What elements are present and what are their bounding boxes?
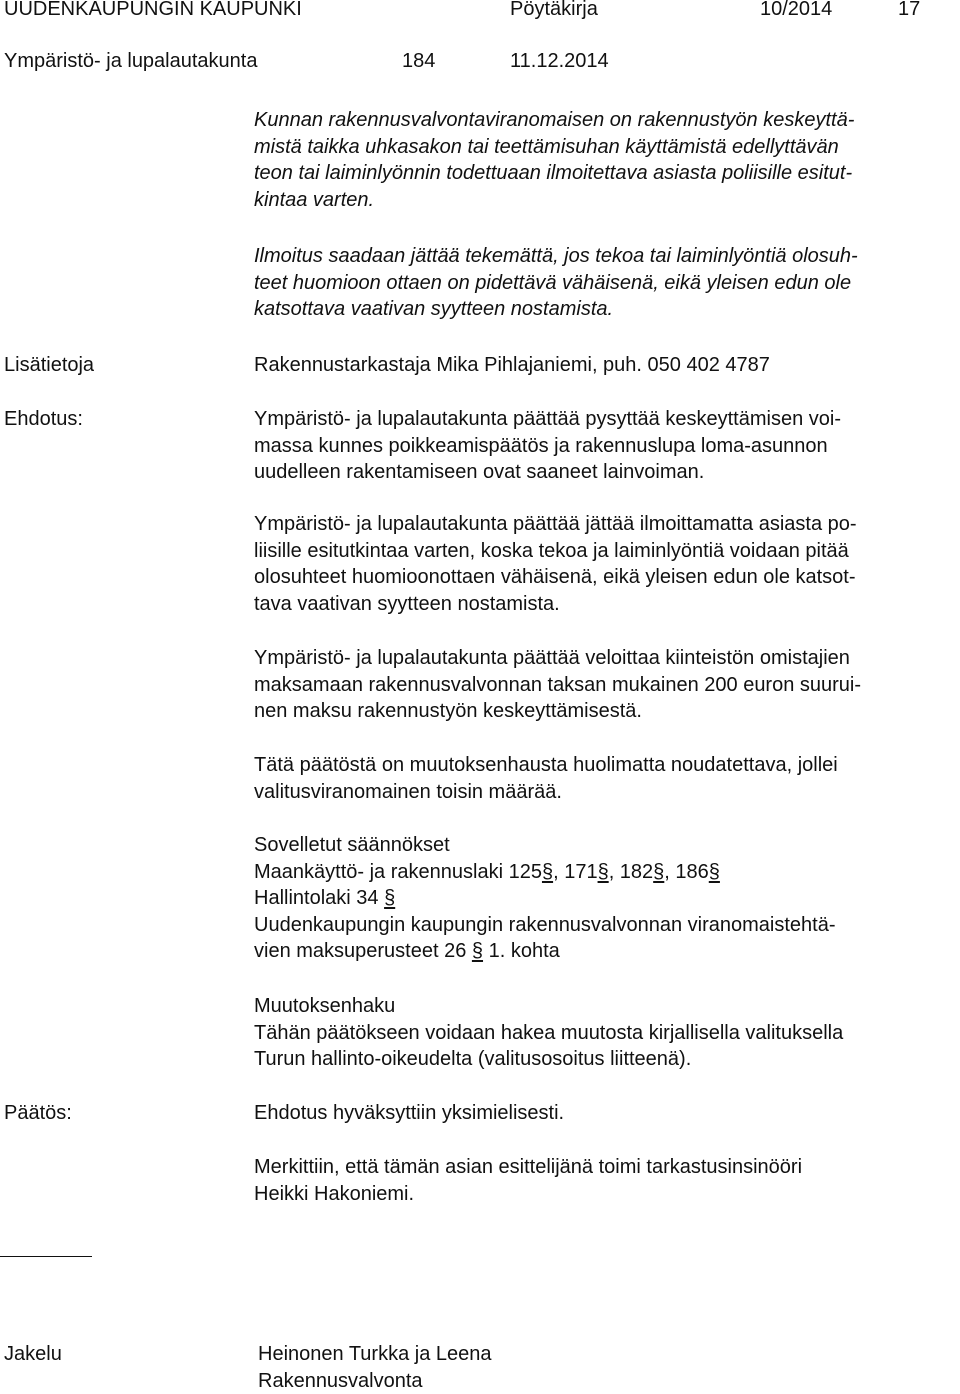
italic-paragraph-1 bbox=[254, 107, 954, 213]
decision-text: Ehdotus hyväksyttiin yksimielisesti. bbox=[254, 1102, 565, 1124]
provision-text: , 186 bbox=[664, 860, 709, 883]
provision-text: , 182 bbox=[608, 860, 654, 883]
list-item: Rakennusvalvonta bbox=[258, 1369, 423, 1392]
section-symbol: § bbox=[541, 860, 554, 883]
decision-note bbox=[254, 1154, 954, 1207]
section-symbol: § bbox=[653, 860, 665, 883]
provision-line-land-use-act bbox=[254, 859, 954, 886]
italic-paragraph-2 bbox=[254, 243, 954, 323]
text-line: Tähän päätökseen voidaan hakea muutosta kirjallisella valituksella bbox=[254, 1021, 844, 1044]
provision-text: 1. kohta bbox=[488, 940, 560, 963]
section-symbol: § bbox=[597, 860, 609, 883]
text-line: olosuhteet huomioonottaen vähäisenä, eikä yleisen edun ole katsot- bbox=[254, 566, 856, 589]
text-line: Merkittiin, että tämän asian esittelijänä toimi tarkastusinsinööri bbox=[254, 1156, 803, 1178]
committee-name: Ympäristö- ja lupalautakunta bbox=[4, 50, 258, 72]
applied-provisions bbox=[254, 832, 954, 965]
provision-text: vien maksuperusteet 26 bbox=[254, 940, 467, 963]
text-line: mistä taikka uhkasakon tai teettämisuhan käyttämistä edellyttävän bbox=[254, 135, 839, 158]
text-line: Tätä päätöstä on muutoksenhausta huolimatta noudatettava, jollei bbox=[254, 754, 838, 776]
text-line: tava vaativan syytteen nostamista. bbox=[254, 592, 560, 615]
meeting-date: 11.12.2014 bbox=[510, 50, 609, 72]
provision-line-fee-basis-2 bbox=[254, 938, 954, 965]
divider-line bbox=[0, 1256, 92, 1257]
text-line: maksamaan rakennusvalvonnan taksan mukainen 200 euron suurui- bbox=[254, 673, 862, 696]
text-line: teet huomioon ottaen on pidettävä vähäisenä, eikä yleisen edun ole bbox=[254, 271, 852, 294]
section-number: 184 bbox=[402, 50, 436, 72]
text-line: kintaa varten. bbox=[254, 188, 375, 211]
text-line: uudelleen rakentamiseen ovat saaneet lainvoiman. bbox=[254, 461, 705, 484]
text-line: Kunnan rakennusvalvontaviranomaisen on rakennustyön keskeyttä- bbox=[254, 109, 855, 131]
text-line: Ympäristö- ja lupalautakunta päättää pysyttää keskeyttämisen voi- bbox=[254, 408, 841, 430]
distribution-label: Jakelu bbox=[4, 1343, 62, 1365]
decision-label: Päätös: bbox=[4, 1102, 72, 1124]
provisions-title: Sovelletut säännökset bbox=[254, 834, 450, 856]
distribution-list bbox=[258, 1341, 958, 1394]
org-name: UUDENKAUPUNGIN KAUPUNKI bbox=[4, 0, 302, 20]
proposal-paragraph-2 bbox=[254, 511, 954, 617]
appeal-section bbox=[254, 993, 954, 1073]
provision-line-fee-basis: Uudenkaupungin kaupungin rakennusvalvonnan viranomaistehtä- bbox=[254, 913, 836, 936]
text-line: Ympäristö- ja lupalautakunta päättää veloittaa kiinteistön omistajien bbox=[254, 647, 850, 669]
text-line: Turun hallinto-oikeudelta (valitusosoitus liitteenä). bbox=[254, 1048, 692, 1071]
list-item: Heinonen Turkka ja Leena bbox=[258, 1343, 492, 1365]
doc-type: Pöytäkirja bbox=[510, 0, 598, 20]
text-line: Heikki Hakoniemi. bbox=[254, 1182, 415, 1205]
text-line: liisille esitutkintaa varten, koska tekoa ja laiminlyöntiä voidaan pitää bbox=[254, 539, 849, 562]
proposal-paragraph-1 bbox=[254, 406, 954, 486]
provision-line-administrative-act bbox=[254, 885, 954, 912]
text-line: valitusviranomainen toisin määrää. bbox=[254, 780, 562, 803]
doc-number: 10/2014 bbox=[760, 0, 833, 20]
text-line: Ilmoitus saadaan jättää tekemättä, jos tekoa tai laiminlyöntiä olosuh- bbox=[254, 245, 858, 267]
info-label: Lisätietoja bbox=[4, 354, 95, 376]
appeal-title: Muutoksenhaku bbox=[254, 995, 396, 1017]
text-line: nen maksu rakennustyön keskeyttämisestä. bbox=[254, 700, 642, 723]
provision-text: , 171 bbox=[553, 860, 598, 883]
section-symbol: § bbox=[708, 860, 720, 883]
section-symbol: § bbox=[471, 940, 484, 963]
provision-text: Maankäyttö- ja rakennuslaki 125 bbox=[254, 860, 542, 883]
page-number: 17 bbox=[898, 0, 921, 20]
proposal-paragraph-3 bbox=[254, 645, 954, 725]
text-line: teon tai laiminlyönnin todettuaan ilmoitettava asiasta poliisille esitut- bbox=[254, 162, 853, 185]
info-contact: Rakennustarkastaja Mika Pihlajaniemi, puh. 050 402 4787 bbox=[254, 354, 770, 376]
text-line: katsottava vaativan syytteen nostamista. bbox=[254, 298, 614, 321]
text-line: massa kunnes poikkeamispäätös ja rakennuslupa loma-asunnon bbox=[254, 434, 828, 457]
section-symbol: § bbox=[384, 887, 396, 910]
text-line: Ympäristö- ja lupalautakunta päättää jättää ilmoittamatta asiasta po- bbox=[254, 513, 857, 535]
proposal-label: Ehdotus: bbox=[4, 408, 83, 430]
proposal-paragraph-4 bbox=[254, 752, 954, 805]
provision-text: Hallintolaki 34 bbox=[254, 887, 379, 910]
